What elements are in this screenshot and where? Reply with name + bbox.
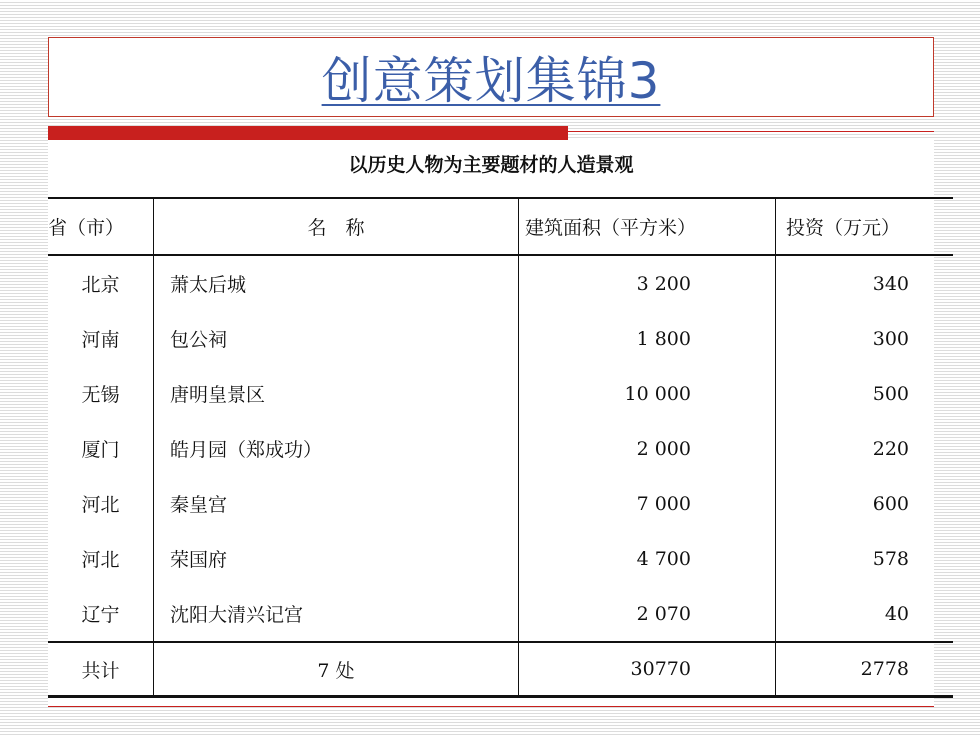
cell-investment: 40 <box>776 586 954 642</box>
table-row <box>48 531 953 586</box>
cell-name: 荣国府 <box>154 531 519 586</box>
total-count: 7 处 <box>154 642 519 697</box>
cell-investment: 500 <box>776 366 954 421</box>
table-row <box>48 586 953 642</box>
header-province: 省（市） <box>48 217 125 239</box>
header-investment: 投资（万元） <box>776 198 954 255</box>
table-total-row <box>48 642 953 697</box>
table-row <box>48 311 953 366</box>
cell-name: 包公祠 <box>154 311 519 366</box>
slide-title-box <box>48 37 934 117</box>
table-row <box>48 476 953 531</box>
cell-investment: 300 <box>776 311 954 366</box>
cell-province: 辽宁 <box>81 604 120 626</box>
cell-name: 皓月园（郑成功） <box>154 421 519 476</box>
cell-investment: 578 <box>776 531 954 586</box>
cell-name: 萧太后城 <box>154 255 519 311</box>
cell-area: 3 200 <box>519 255 776 311</box>
cell-name: 秦皇宫 <box>154 476 519 531</box>
cell-province: 厦门 <box>81 439 120 461</box>
cell-investment: 340 <box>776 255 954 311</box>
cell-investment: 600 <box>776 476 954 531</box>
table-header-row <box>48 198 953 255</box>
header-area: 建筑面积（平方米） <box>519 198 776 255</box>
cell-province: 北京 <box>81 274 120 296</box>
cell-area: 2 070 <box>519 586 776 642</box>
slide-title: 创意策划集锦3 <box>321 52 661 110</box>
total-area: 30770 <box>519 642 776 697</box>
accent-bar <box>48 126 568 140</box>
table-row <box>48 366 953 421</box>
cell-province: 河北 <box>81 494 120 516</box>
cell-name: 唐明皇景区 <box>154 366 519 421</box>
total-investment: 2778 <box>776 642 954 697</box>
cell-area: 2 000 <box>519 421 776 476</box>
cell-province: 河北 <box>81 549 120 571</box>
table-row <box>48 421 953 476</box>
cell-name: 沈阳大清兴记宫 <box>154 586 519 642</box>
table-sheet <box>48 140 934 706</box>
cell-area: 1 800 <box>519 311 776 366</box>
total-label: 共计 <box>81 659 120 682</box>
cell-area: 10 000 <box>519 366 776 421</box>
cell-province: 无锡 <box>81 384 120 406</box>
header-name: 名 称 <box>154 198 519 255</box>
accent-line <box>568 131 934 132</box>
table-row <box>48 255 953 311</box>
cell-province: 河南 <box>81 329 120 351</box>
table-caption: 以历史人物为主要题材的人造景观 <box>348 154 634 176</box>
bottom-rule <box>48 706 934 707</box>
data-table <box>48 197 953 698</box>
cell-area: 7 000 <box>519 476 776 531</box>
cell-area: 4 700 <box>519 531 776 586</box>
cell-investment: 220 <box>776 421 954 476</box>
